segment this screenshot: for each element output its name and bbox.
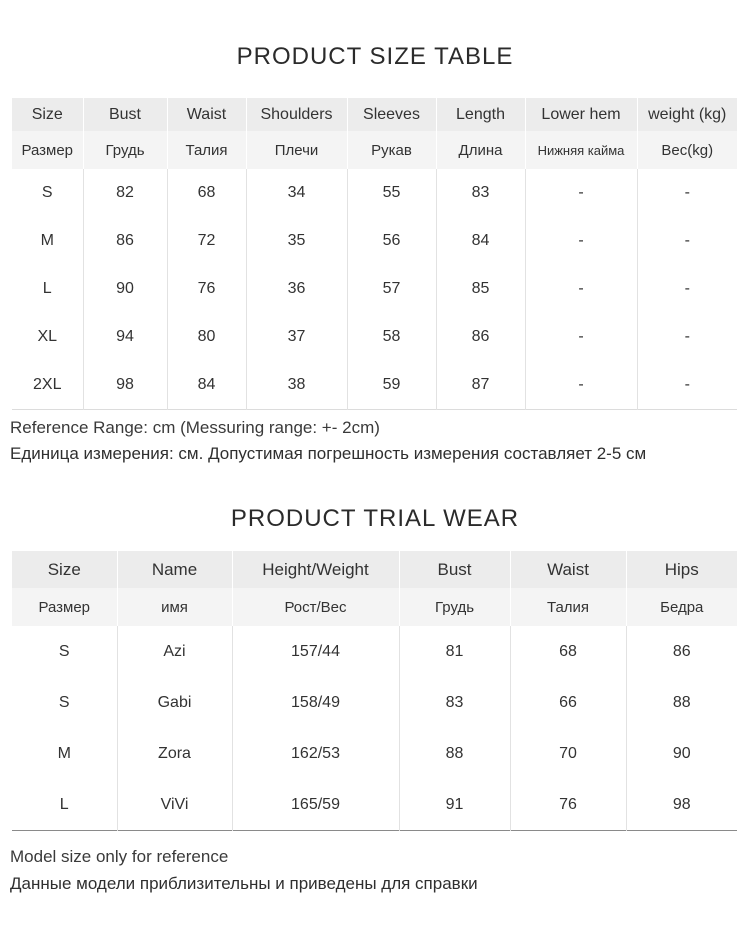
column-header-ru: Грудь bbox=[83, 131, 167, 169]
table-cell: 68 bbox=[510, 626, 626, 677]
table-cell: - bbox=[637, 313, 737, 361]
table-cell: S bbox=[58, 693, 70, 711]
column-header: Bust bbox=[83, 98, 167, 131]
table-cell: - bbox=[525, 361, 637, 410]
table-cell: XL bbox=[37, 328, 58, 345]
table-cell: - bbox=[637, 361, 737, 410]
column-header-ru: Рост/Вес bbox=[232, 588, 399, 626]
table-cell: 35 bbox=[246, 217, 347, 265]
table-row bbox=[12, 779, 737, 831]
table-cell: 81 bbox=[399, 626, 510, 677]
table-row bbox=[12, 361, 737, 410]
table-cell: - bbox=[525, 265, 637, 313]
trial-table-header-row-ru bbox=[12, 588, 737, 626]
table-cell: 58 bbox=[347, 313, 436, 361]
table-cell: 68 bbox=[167, 169, 246, 217]
model-size-note-ru: Данные модели приблизительны и приведены для справки bbox=[10, 874, 478, 893]
table-cell: Zora bbox=[117, 728, 232, 779]
column-header: Name bbox=[117, 551, 232, 588]
table-cell: - bbox=[525, 169, 637, 217]
table-cell: Gabi bbox=[117, 677, 232, 728]
column-header-ru: Бедра bbox=[626, 588, 737, 626]
table-cell: 2XL bbox=[33, 376, 62, 393]
table-cell: ViVi bbox=[117, 779, 232, 831]
table-cell: 85 bbox=[436, 265, 525, 313]
table-cell: 57 bbox=[347, 265, 436, 313]
table-cell: 90 bbox=[626, 728, 737, 779]
reference-range-note-ru: Единица измерения: см. Допустимая погрешность измерения составляет 2-5 см bbox=[10, 444, 647, 463]
table-row bbox=[12, 217, 737, 265]
column-header-ru: Талия bbox=[510, 588, 626, 626]
column-header: Hips bbox=[626, 551, 737, 588]
table-cell: L bbox=[59, 795, 69, 813]
table-cell: - bbox=[525, 217, 637, 265]
size-table-title: PRODUCT SIZE TABLE bbox=[236, 43, 514, 70]
table-cell: 98 bbox=[83, 361, 167, 410]
table-row bbox=[12, 677, 737, 728]
table-cell: Azi bbox=[117, 626, 232, 677]
table-cell: 91 bbox=[399, 779, 510, 831]
table-cell: 37 bbox=[246, 313, 347, 361]
size-table-header-row bbox=[12, 98, 737, 131]
table-cell: 84 bbox=[436, 217, 525, 265]
trial-table-header-row bbox=[12, 551, 737, 588]
column-header-ru: Нижняя кайма bbox=[525, 131, 637, 169]
column-header-ru: Размер bbox=[12, 131, 83, 169]
table-cell: 76 bbox=[510, 779, 626, 831]
table-cell: 82 bbox=[83, 169, 167, 217]
trial-wear-title: PRODUCT TRIAL WEAR bbox=[230, 505, 520, 532]
table-cell: 80 bbox=[167, 313, 246, 361]
table-cell: 90 bbox=[83, 265, 167, 313]
column-header: Size bbox=[12, 551, 117, 588]
model-size-note: Model size only for reference bbox=[10, 847, 229, 866]
table-cell: 98 bbox=[626, 779, 737, 831]
table-row bbox=[12, 728, 737, 779]
table-cell: 165/59 bbox=[232, 779, 399, 831]
table-cell: 87 bbox=[436, 361, 525, 410]
table-cell: 34 bbox=[246, 169, 347, 217]
table-cell: - bbox=[525, 313, 637, 361]
column-header-ru: имя bbox=[117, 588, 232, 626]
column-header-ru: Размер bbox=[12, 588, 117, 626]
column-header: Length bbox=[436, 98, 525, 131]
table-cell: 55 bbox=[347, 169, 436, 217]
table-cell: S bbox=[58, 642, 70, 660]
trial-wear-table bbox=[12, 551, 737, 831]
column-header-ru: Длина bbox=[436, 131, 525, 169]
table-cell: 83 bbox=[436, 169, 525, 217]
table-cell: S bbox=[41, 184, 53, 201]
column-header: Sleeves bbox=[347, 98, 436, 131]
table-cell: M bbox=[40, 232, 54, 249]
column-header: Shoulders bbox=[246, 98, 347, 131]
table-cell: 157/44 bbox=[232, 626, 399, 677]
table-row bbox=[12, 313, 737, 361]
table-cell: 88 bbox=[399, 728, 510, 779]
table-cell: 88 bbox=[626, 677, 737, 728]
column-header-ru: Грудь bbox=[399, 588, 510, 626]
table-cell: 59 bbox=[347, 361, 436, 410]
table-cell: 66 bbox=[510, 677, 626, 728]
table-cell: 84 bbox=[167, 361, 246, 410]
table-cell: 83 bbox=[399, 677, 510, 728]
size-table bbox=[12, 98, 737, 410]
column-header: Lower hem bbox=[525, 98, 637, 131]
table-cell: 38 bbox=[246, 361, 347, 410]
size-table-header-row-ru bbox=[12, 131, 737, 169]
table-cell: 76 bbox=[167, 265, 246, 313]
column-header-ru: Вес(kg) bbox=[637, 131, 737, 169]
table-cell: 72 bbox=[167, 217, 246, 265]
column-header: weight (kg) bbox=[637, 98, 737, 131]
table-cell: - bbox=[637, 217, 737, 265]
table-cell: 36 bbox=[246, 265, 347, 313]
table-cell: 94 bbox=[83, 313, 167, 361]
column-header: Height/Weight bbox=[232, 551, 399, 588]
table-cell: M bbox=[57, 744, 71, 762]
table-cell: - bbox=[637, 265, 737, 313]
column-header: Waist bbox=[510, 551, 626, 588]
column-header-ru: Рукав bbox=[347, 131, 436, 169]
table-cell: 70 bbox=[510, 728, 626, 779]
reference-range-note: Reference Range: cm (Messuring range: +- 2cm) bbox=[10, 418, 380, 437]
table-cell: 86 bbox=[436, 313, 525, 361]
column-header: Bust bbox=[399, 551, 510, 588]
table-cell: L bbox=[42, 280, 52, 297]
column-header: Waist bbox=[167, 98, 246, 131]
table-row bbox=[12, 169, 737, 217]
table-cell: - bbox=[637, 169, 737, 217]
table-cell: 158/49 bbox=[232, 677, 399, 728]
table-cell: 86 bbox=[83, 217, 167, 265]
table-row bbox=[12, 265, 737, 313]
column-header: Size bbox=[12, 98, 83, 131]
table-cell: 56 bbox=[347, 217, 436, 265]
column-header-ru: Плечи bbox=[246, 131, 347, 169]
table-cell: 86 bbox=[626, 626, 737, 677]
column-header-ru: Талия bbox=[167, 131, 246, 169]
table-row bbox=[12, 626, 737, 677]
table-cell: 162/53 bbox=[232, 728, 399, 779]
